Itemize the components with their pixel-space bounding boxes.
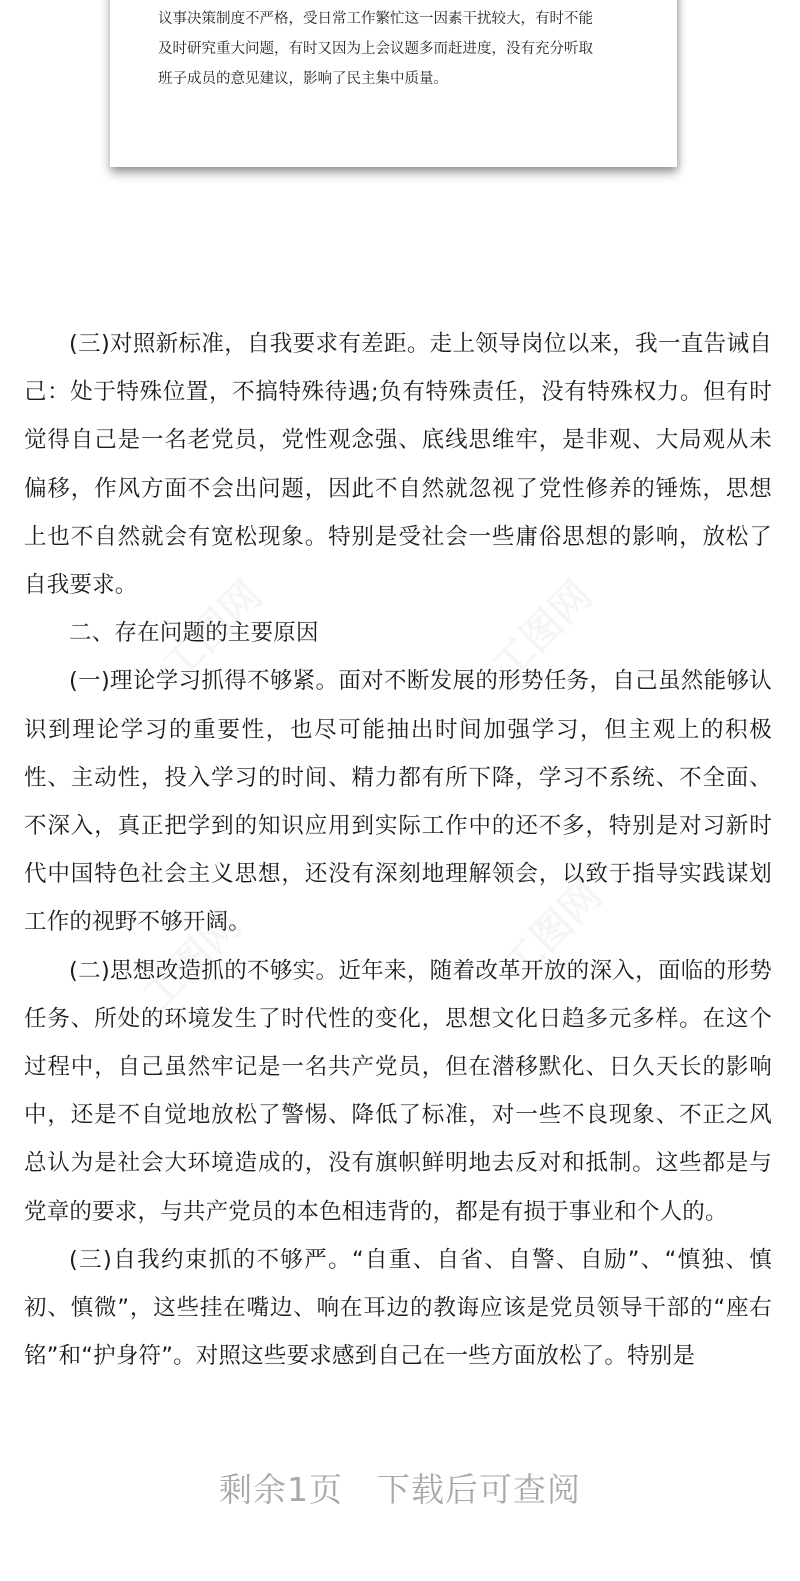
article-body <box>24 320 772 1380</box>
download-prompt-bar <box>0 1455 800 1525</box>
download-to-read-button[interactable] <box>219 1455 581 1525</box>
article-paragraph: (二)思想改造抓的不够实。近年来，随着改革开放的深入，面临的形势任务、所处的环境发生了时代性的变化，思想文化日趋多元多样。在这个过程中，自己虽然牢记是一名共产党员，但在潜移默化、日久天长的影响中，还是不自觉地放松了警惕、降低了标准，对一些不良现象、不正之风总认为是社会大环境造成的，没有旗帜鲜明地去反对和抵制。这些都是与党章的要求，与共产党员的本色相违背的，都是有损于事业和个人的。 <box>24 957 772 1225</box>
preview-line: 及时研究重大问题，有时又因为上会议题多而赶进度，没有充分听取 <box>158 41 593 57</box>
remaining-pages-label: 剩余1页 <box>219 1470 343 1509</box>
article-paragraph: (三)自我约束抓的不够严。“自重、自省、自警、自励”、“慎独、慎初、慎微”，这些挂在嘴边、响在耳边的教诲应该是党员领导干部的“座右铭”和“护身符”。对照这些要求感到自己在一些方面放松了。特别是 <box>24 1246 772 1370</box>
download-hint-label: 下载后可查阅 <box>377 1470 581 1509</box>
document-preview-card <box>110 0 677 167</box>
section-heading: 二、存在问题的主要原因 <box>69 620 319 647</box>
preview-line: 议事决策制度不严格，受日常工作繁忙这一因素干扰较大，有时不能 <box>158 11 593 27</box>
article-paragraph: (三)对照新标准，自我要求有差距。走上领导岗位以来，我一直告诫自己：处于特殊位置，不搞特殊待遇;负有特殊责任，没有特殊权力。但有时觉得自己是一名老党员，党性观念强、底线思维牢，是非观、大局观从未偏移，作风方面不会出问题，因此不自然就忽视了党性修养的锤炼，思想上也不自然就会有宽松现象。特别是受社会一些庸俗思想的影响，放松了自我要求。 <box>24 331 772 599</box>
article-paragraph: (一)理论学习抓得不够紧。面对不断发展的形势任务，自己虽然能够认识到理论学习的重要性，也尽可能抽出时间加强学习，但主观上的积极性、主动性，投入学习的时间、精力都有所下降，学习不系统、不全面、不深入，真正把学到的知识应用到实际工作中的还不多，特别是对习新时代中国特色社会主义思想，还没有深刻地理解领会，以致于指导实践谋划工作的视野不够开阔。 <box>24 668 772 936</box>
preview-text <box>158 4 658 94</box>
preview-line: 班子成员的意见建议，影响了民主集中质量。 <box>158 71 448 87</box>
